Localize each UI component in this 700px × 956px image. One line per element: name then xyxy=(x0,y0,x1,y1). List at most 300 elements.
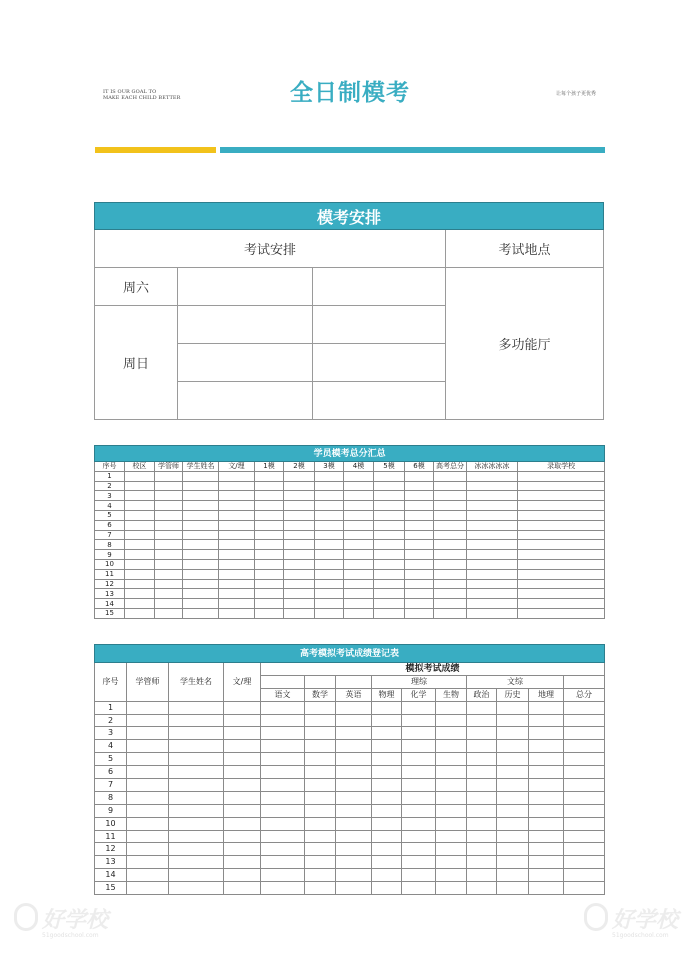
table-cell xyxy=(261,766,305,779)
table-row xyxy=(95,501,605,511)
table-cell xyxy=(127,766,169,779)
saturday-label: 周六 xyxy=(95,268,178,306)
row-number: 1 xyxy=(95,471,125,481)
table-cell xyxy=(183,540,219,550)
schedule-cell xyxy=(313,268,446,306)
table-cell xyxy=(315,501,344,511)
table-cell xyxy=(344,481,374,491)
schedule-cell xyxy=(313,382,446,420)
col-arrangement: 考试安排 xyxy=(95,230,446,268)
table-cell xyxy=(336,779,372,792)
table-cell xyxy=(402,882,436,895)
table-cell xyxy=(436,882,467,895)
table-cell xyxy=(284,481,315,491)
table-cell xyxy=(467,817,497,830)
table-cell xyxy=(305,817,336,830)
table-cell xyxy=(125,599,155,609)
table-cell xyxy=(261,753,305,766)
table-cell xyxy=(564,791,605,804)
table-row xyxy=(95,491,605,501)
table-cell xyxy=(372,843,402,856)
row-number: 12 xyxy=(95,579,125,589)
mock-scores-label: 模拟考试成绩 xyxy=(261,663,605,676)
table-cell xyxy=(405,471,434,481)
table-cell xyxy=(402,869,436,882)
table-cell xyxy=(436,727,467,740)
table-cell xyxy=(183,550,219,560)
table-cell xyxy=(405,589,434,599)
table-cell xyxy=(127,817,169,830)
table-cell xyxy=(434,520,467,530)
table-cell xyxy=(255,481,284,491)
table-cell xyxy=(155,471,183,481)
subject-header-cell: 历史 xyxy=(497,688,529,701)
subject-header-cell: 语文 xyxy=(261,688,305,701)
table-cell xyxy=(467,510,518,520)
row-number: 9 xyxy=(95,550,125,560)
table-cell xyxy=(219,579,255,589)
table-cell xyxy=(255,608,284,618)
table-cell xyxy=(436,817,467,830)
table-cell xyxy=(564,869,605,882)
table-cell xyxy=(402,753,436,766)
table-cell xyxy=(155,501,183,511)
slogan-line-2: MAKE EACH CHILD BETTER xyxy=(103,95,181,101)
table-row xyxy=(95,471,605,481)
summary-header-cell: 校区 xyxy=(125,462,155,472)
table-cell xyxy=(336,817,372,830)
table-cell xyxy=(183,510,219,520)
row-number: 10 xyxy=(95,559,125,569)
table-cell xyxy=(305,856,336,869)
table-cell xyxy=(436,779,467,792)
summary-title: 学员模考总分汇总 xyxy=(95,446,605,462)
table-cell xyxy=(518,520,605,530)
table-cell xyxy=(402,766,436,779)
table-cell xyxy=(315,569,344,579)
table-cell xyxy=(336,701,372,714)
table-cell xyxy=(336,830,372,843)
table-cell xyxy=(183,491,219,501)
table-cell xyxy=(315,559,344,569)
table-cell xyxy=(127,830,169,843)
table-cell xyxy=(405,501,434,511)
table-cell xyxy=(261,714,305,727)
table-cell xyxy=(169,856,224,869)
table-cell xyxy=(183,589,219,599)
table-cell xyxy=(467,530,518,540)
table-row xyxy=(95,569,605,579)
table-cell xyxy=(255,520,284,530)
table-cell xyxy=(255,540,284,550)
table-cell xyxy=(564,882,605,895)
table-cell xyxy=(344,510,374,520)
watermark-brand: 好学校 xyxy=(42,908,109,933)
table-row xyxy=(95,830,605,843)
table-cell xyxy=(467,520,518,530)
table-cell xyxy=(467,727,497,740)
table-cell xyxy=(436,791,467,804)
row-number: 7 xyxy=(95,530,125,540)
table-cell xyxy=(155,559,183,569)
table-cell xyxy=(255,559,284,569)
group-blank xyxy=(564,675,605,688)
table-cell xyxy=(436,804,467,817)
table-cell xyxy=(255,579,284,589)
table-cell xyxy=(125,550,155,560)
table-cell xyxy=(315,481,344,491)
table-cell xyxy=(497,843,529,856)
table-cell xyxy=(336,753,372,766)
table-cell xyxy=(434,510,467,520)
table-cell xyxy=(372,740,402,753)
table-cell xyxy=(255,510,284,520)
table-cell xyxy=(284,550,315,560)
subject-header-cell: 化学 xyxy=(402,688,436,701)
table-cell xyxy=(467,589,518,599)
table-cell xyxy=(315,530,344,540)
row-number: 13 xyxy=(95,589,125,599)
table-cell xyxy=(344,589,374,599)
table-cell xyxy=(434,491,467,501)
table-row xyxy=(95,559,605,569)
table-cell xyxy=(125,608,155,618)
table-cell xyxy=(372,727,402,740)
table-row xyxy=(95,481,605,491)
table-cell xyxy=(261,779,305,792)
table-cell xyxy=(467,856,497,869)
row-number: 5 xyxy=(95,510,125,520)
summary-header-cell: 序号 xyxy=(95,462,125,472)
table-cell xyxy=(224,727,261,740)
table-cell xyxy=(564,804,605,817)
table-cell xyxy=(315,579,344,589)
summary-header-cell: 学管师 xyxy=(155,462,183,472)
table-cell xyxy=(402,830,436,843)
table-cell xyxy=(405,540,434,550)
table-cell xyxy=(169,779,224,792)
table-cell xyxy=(127,882,169,895)
col-location: 考试地点 xyxy=(446,230,604,268)
table-cell xyxy=(372,791,402,804)
table-cell xyxy=(374,510,405,520)
subject-header-cell: 英语 xyxy=(336,688,372,701)
table-cell xyxy=(127,701,169,714)
page-title: 全日制模考 xyxy=(290,80,410,106)
subject-header-cell: 地理 xyxy=(529,688,564,701)
table-cell xyxy=(518,569,605,579)
row-number: 10 xyxy=(95,817,127,830)
table-cell xyxy=(183,481,219,491)
table-cell xyxy=(467,830,497,843)
table-cell xyxy=(219,540,255,550)
table-cell xyxy=(219,520,255,530)
table-row xyxy=(95,779,605,792)
table-cell xyxy=(127,727,169,740)
table-cell xyxy=(344,501,374,511)
table-cell xyxy=(436,856,467,869)
table-cell xyxy=(374,608,405,618)
subject-header-cell: 数学 xyxy=(305,688,336,701)
table-cell xyxy=(467,501,518,511)
table-cell xyxy=(467,843,497,856)
row-number: 3 xyxy=(95,727,127,740)
table-cell xyxy=(284,530,315,540)
table-cell xyxy=(374,501,405,511)
table-cell xyxy=(261,869,305,882)
table-cell xyxy=(467,791,497,804)
table-cell xyxy=(305,753,336,766)
table-row xyxy=(95,579,605,589)
table-cell xyxy=(219,599,255,609)
table-cell xyxy=(219,569,255,579)
science-group-label: 理综 xyxy=(372,675,467,688)
table-cell xyxy=(374,530,405,540)
table-cell xyxy=(529,791,564,804)
table-cell xyxy=(155,550,183,560)
table-cell xyxy=(374,520,405,530)
table-cell xyxy=(405,599,434,609)
summary-header-cell: 文/理 xyxy=(219,462,255,472)
table-cell xyxy=(261,791,305,804)
table-cell xyxy=(372,830,402,843)
table-cell xyxy=(169,727,224,740)
summary-header-cell: 学生姓名 xyxy=(183,462,219,472)
table-cell xyxy=(224,753,261,766)
table-cell xyxy=(284,569,315,579)
table-cell xyxy=(255,530,284,540)
table-row xyxy=(95,727,605,740)
table-cell xyxy=(125,569,155,579)
summary-header-cell: 录取学校 xyxy=(518,462,605,472)
table-cell xyxy=(402,817,436,830)
table-cell xyxy=(336,791,372,804)
table-cell xyxy=(402,791,436,804)
table-cell xyxy=(155,481,183,491)
table-cell xyxy=(315,589,344,599)
table-cell xyxy=(224,804,261,817)
table-cell xyxy=(125,510,155,520)
table-cell xyxy=(529,856,564,869)
table-cell xyxy=(518,481,605,491)
table-cell xyxy=(374,569,405,579)
table-cell xyxy=(372,753,402,766)
table-cell xyxy=(315,550,344,560)
subject-header-cell: 生物 xyxy=(436,688,467,701)
table-cell xyxy=(261,882,305,895)
table-cell xyxy=(467,599,518,609)
table-cell xyxy=(374,559,405,569)
table-cell xyxy=(402,701,436,714)
table-cell xyxy=(219,559,255,569)
table-cell xyxy=(497,753,529,766)
table-row xyxy=(95,882,605,895)
table-cell xyxy=(219,471,255,481)
summary-header-cell: 1模 xyxy=(255,462,284,472)
row-number: 9 xyxy=(95,804,127,817)
table-cell xyxy=(564,701,605,714)
table-cell xyxy=(284,471,315,481)
row-number: 5 xyxy=(95,753,127,766)
table-cell xyxy=(434,481,467,491)
table-cell xyxy=(305,779,336,792)
table-cell xyxy=(529,882,564,895)
table-cell xyxy=(434,550,467,560)
col-student-name: 学生姓名 xyxy=(169,663,224,702)
table-cell xyxy=(405,579,434,589)
table-cell xyxy=(518,599,605,609)
table-cell xyxy=(372,817,402,830)
row-number: 8 xyxy=(95,540,125,550)
table-cell xyxy=(169,804,224,817)
table-cell xyxy=(224,766,261,779)
table-cell xyxy=(372,701,402,714)
table-cell xyxy=(434,559,467,569)
table-cell xyxy=(529,766,564,779)
table-cell xyxy=(564,843,605,856)
watermark-logo-icon xyxy=(584,903,608,931)
table-cell xyxy=(305,843,336,856)
table-cell xyxy=(564,766,605,779)
table-cell xyxy=(434,471,467,481)
table-cell xyxy=(183,471,219,481)
table-cell xyxy=(183,569,219,579)
row-number: 12 xyxy=(95,843,127,856)
table-cell xyxy=(305,869,336,882)
table-cell xyxy=(529,753,564,766)
table-cell xyxy=(261,856,305,869)
summary-header-cell: 2模 xyxy=(284,462,315,472)
table-cell xyxy=(169,714,224,727)
table-cell xyxy=(315,520,344,530)
table-cell xyxy=(436,740,467,753)
table-cell xyxy=(219,550,255,560)
table-cell xyxy=(564,740,605,753)
table-cell xyxy=(564,817,605,830)
table-cell xyxy=(224,843,261,856)
table-row xyxy=(95,599,605,609)
table-cell xyxy=(529,714,564,727)
table-cell xyxy=(261,804,305,817)
watermark-domain: 51goodschool.com xyxy=(612,932,669,939)
table-cell xyxy=(284,599,315,609)
table-cell xyxy=(305,804,336,817)
table-cell xyxy=(564,856,605,869)
table-cell xyxy=(497,727,529,740)
table-cell xyxy=(255,589,284,599)
table-cell xyxy=(169,817,224,830)
table-row xyxy=(95,856,605,869)
table-cell xyxy=(336,714,372,727)
table-cell xyxy=(434,569,467,579)
table-row xyxy=(95,530,605,540)
table-cell xyxy=(402,714,436,727)
table-cell xyxy=(224,779,261,792)
table-cell xyxy=(564,753,605,766)
table-row xyxy=(95,714,605,727)
table-cell xyxy=(255,501,284,511)
table-cell xyxy=(344,608,374,618)
table-cell xyxy=(436,701,467,714)
table-cell xyxy=(315,491,344,501)
table-cell xyxy=(183,530,219,540)
table-cell xyxy=(219,589,255,599)
summary-header-cell: 5模 xyxy=(374,462,405,472)
table-cell xyxy=(284,491,315,501)
table-cell xyxy=(127,753,169,766)
summary-table xyxy=(94,445,605,619)
subject-header-cell: 总分 xyxy=(564,688,605,701)
table-cell xyxy=(344,530,374,540)
row-number: 11 xyxy=(95,830,127,843)
table-cell xyxy=(518,589,605,599)
table-cell xyxy=(467,869,497,882)
table-cell xyxy=(402,727,436,740)
table-cell xyxy=(255,599,284,609)
row-number: 2 xyxy=(95,714,127,727)
table-cell xyxy=(127,791,169,804)
table-cell xyxy=(155,520,183,530)
table-cell xyxy=(305,882,336,895)
table-cell xyxy=(169,791,224,804)
row-number: 4 xyxy=(95,501,125,511)
table-cell xyxy=(497,856,529,869)
table-cell xyxy=(125,559,155,569)
table-cell xyxy=(219,510,255,520)
table-cell xyxy=(127,843,169,856)
table-cell xyxy=(305,766,336,779)
table-cell xyxy=(467,550,518,560)
row-number: 8 xyxy=(95,791,127,804)
table-cell xyxy=(467,569,518,579)
table-row xyxy=(95,540,605,550)
table-cell xyxy=(169,882,224,895)
table-cell xyxy=(315,540,344,550)
table-cell xyxy=(219,481,255,491)
summary-header-cell: 3模 xyxy=(315,462,344,472)
table-row xyxy=(95,791,605,804)
table-cell xyxy=(402,843,436,856)
table-cell xyxy=(255,569,284,579)
col-manager: 学管师 xyxy=(127,663,169,702)
sunday-label: 周日 xyxy=(95,306,178,420)
schedule-cell xyxy=(178,344,313,382)
table-cell xyxy=(219,501,255,511)
table-cell xyxy=(261,727,305,740)
table-cell xyxy=(372,882,402,895)
table-cell xyxy=(344,569,374,579)
schedule-cell xyxy=(313,306,446,344)
table-cell xyxy=(497,714,529,727)
table-cell xyxy=(261,843,305,856)
table-cell xyxy=(405,481,434,491)
table-cell xyxy=(497,817,529,830)
table-cell xyxy=(127,779,169,792)
table-cell xyxy=(219,608,255,618)
table-cell xyxy=(374,491,405,501)
table-cell xyxy=(518,491,605,501)
scores-title: 高考模拟考试成绩登记表 xyxy=(95,645,605,663)
table-cell xyxy=(434,501,467,511)
table-cell xyxy=(125,501,155,511)
table-cell xyxy=(224,817,261,830)
table-cell xyxy=(344,471,374,481)
schedule-cell xyxy=(178,306,313,344)
table-cell xyxy=(497,740,529,753)
table-cell xyxy=(344,520,374,530)
header-note: 让每个孩子更优秀 xyxy=(556,91,597,97)
table-cell xyxy=(434,540,467,550)
